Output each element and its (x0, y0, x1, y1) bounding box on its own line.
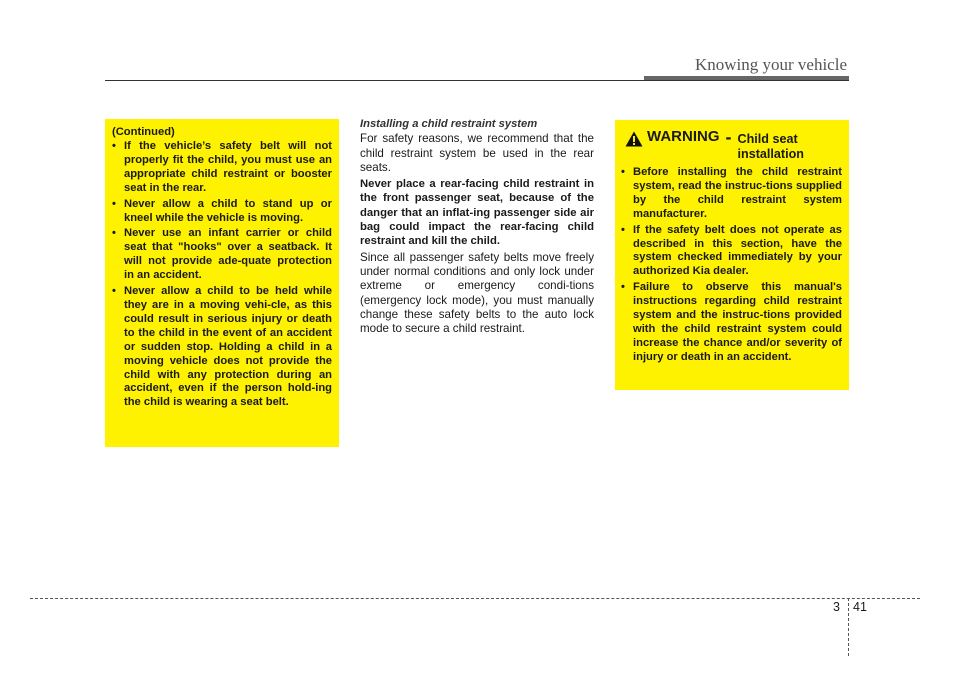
paragraph-bold: Never place a rear-facing child restraint in the front passenger seat, because of the danger that an inflat-ing passenger side air bag could impact the rear-facing child restraint and kill the child. (360, 178, 594, 248)
warning-label: WARNING (647, 128, 720, 145)
continued-caution-box (105, 119, 339, 447)
bullet-text: Failure to observe this manual's instructions regarding child restraint system and the instruc-tions provided with the child restraint system could increase the chance and/or severity of injury or death in an accident. (633, 281, 842, 363)
bullet-text: If the safety belt does not operate as described in this section, have the system checked immediately by your authorized Kia dealer. (633, 223, 842, 278)
warning-bullet-list (621, 166, 842, 365)
list-item: • If the safety belt does not operate as described in this section, have the system checked immediately by your authorized Kia dealer. (621, 223, 842, 278)
list-item: • Before installing the child restraint system, read the instruc-tions supplied by the child restraint system manufacturer. (621, 166, 842, 220)
footer-rule (30, 598, 920, 599)
continued-bullet-list (112, 140, 332, 410)
bullet-text: If the vehicle’s safety belt will not properly fit the child, you must use an appropriate child restraint or booster seat in the rear. (124, 140, 332, 194)
list-item: • Never allow a child to stand up or kneel while the vehicle is moving. (112, 197, 332, 224)
paragraph: Since all passenger safety belts move freely under normal conditions and only lock under extreme or emergency condi-tions (emergency lock mode), you must manually change these safety belts to the auto lock mode to secure a child restraint. (360, 250, 594, 336)
continued-heading: (Continued) (112, 126, 175, 138)
section-number: 3 (833, 600, 840, 614)
list-item: • Failure to observe this manual's instructions regarding child restraint system and the instruc-tions provided with the child restraint system could increase the chance and/or severity of injury or death in an accident. (621, 281, 842, 363)
bullet-text: Never use an infant carrier or child seat that "hooks" over a seatback. It will not provide ade-quate protection in an accident. (124, 227, 332, 282)
warning-triangle-icon (625, 131, 643, 147)
bullet-text: Never allow a child to stand up or kneel while the vehicle is moving. (124, 197, 332, 224)
section-subheading: Installing a child restraint system (360, 118, 538, 130)
list-item: • If the vehicle’s safety belt will not properly fit the child, you must use an appropriate child restraint or booster seat in the rear. (112, 140, 332, 194)
child-restraint-section (360, 117, 594, 338)
list-item: • Never use an infant carrier or child seat that "hooks" over a seatback. It will not provide ade-quate protection in an accident. (112, 227, 332, 282)
warning-header (625, 128, 842, 162)
page-header-title: Knowing your vehicle (694, 55, 847, 74)
bullet-text: Never allow a child to be held while they are in a moving vehi-cle, as this could result in serious injury or death to the child in the event of an accident or sudden stop. Holding a child in a moving vehicle does not provide the child with any protection during an accident, even if the person hold-ing the child is wearing a seat belt. (124, 285, 332, 409)
footer-divider (848, 598, 849, 656)
warning-box (615, 120, 849, 390)
bullet-text: Before installing the child restraint system, read the instruc-tions supplied by the child restraint system manufacturer. (633, 166, 842, 220)
page-number: 41 (853, 600, 867, 614)
header-rule (105, 80, 849, 81)
warning-title: Child seat installation (737, 132, 804, 161)
paragraph: For safety reasons, we recommend that the child restraint system be used in the rear seats. (360, 132, 594, 174)
list-item: • Never allow a child to be held while they are in a moving vehi-cle, as this could result in serious injury or death to the child in the event of an accident or sudden stop. Holding a child in a moving vehicle does not provide the child with any protection during an accident, even if the person hold-ing the child is wearing a seat belt. (112, 285, 332, 409)
warning-dash: - (725, 127, 732, 147)
